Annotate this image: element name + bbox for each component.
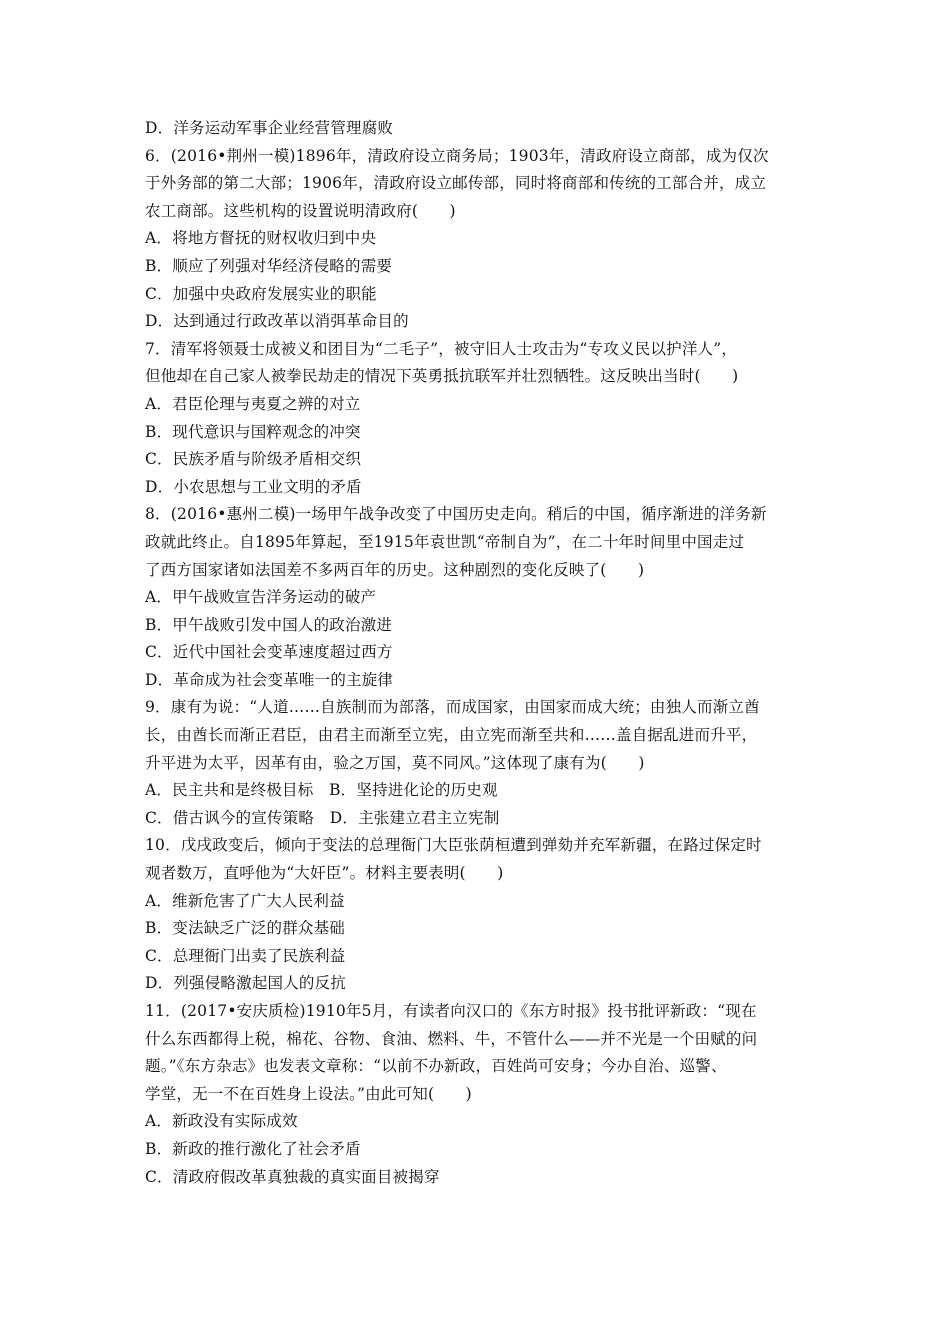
option-a: A．维新危害了广大人民利益 xyxy=(145,891,345,910)
text-line: 长，由酋长而渐正君臣，由君主而渐至立宪，由立宪而渐至共和……盖自据乱进而升平， xyxy=(145,726,758,745)
question-8-line: 8．(2016•惠州二模)一场甲午战争改变了中国历史走向。稍后的中国，循序渐进的洋务新 xyxy=(145,505,767,524)
option-c: C．清政府假改革真独裁的真实面目被揭穿 xyxy=(145,1167,440,1186)
text-line: 政就此终止。自1895年算起，至1915年袁世凯“帝制自为”，在二十年时间里中国走过 xyxy=(145,532,745,551)
option-cd: C．借古讽今的宣传策略 D．主张建立君主立宪制 xyxy=(145,808,500,827)
option-ab: A．民主共和是终极目标 B．坚持进化论的历史观 xyxy=(145,781,498,800)
text-line: 观者数万，直呼他为“大奸臣”。材料主要表明( ) xyxy=(145,864,504,883)
option-c: C．加强中央政府发展实业的职能 xyxy=(145,284,377,303)
option-b: B．新政的推行激化了社会矛盾 xyxy=(145,1139,361,1158)
question-9-line: 9．康有为说：“人道……自族制而为部落，而成国家，由国家而成大统；由独人而渐立酋 xyxy=(145,698,760,717)
text-line: D．洋务运动军事企业经营管理腐败 xyxy=(145,119,394,137)
question-7-line: 7．清军将领聂士成被义和团目为“二毛子”，被守旧人士攻击为“专攻义民以护洋人”， xyxy=(145,339,738,358)
option-a: A．将地方督抚的财权收归到中央 xyxy=(145,229,377,248)
text-line: 于外务部的第二大部；1906年，清政府设立邮传部，同时将商部和传统的工部合并，成立 xyxy=(145,174,767,193)
option-d: D．小农思想与工业文明的矛盾 xyxy=(145,477,362,496)
option-b: B．顺应了列强对华经济侵略的需要 xyxy=(145,256,393,275)
option-c: C．近代中国社会变革速度超过西方 xyxy=(145,643,393,662)
question-6-line: 6．(2016•荆州一模)1896年，清政府设立商务局；1903年，清政府设立商部，成为仅次 xyxy=(145,146,769,165)
text-line: 农工商部。这些机构的设置说明清政府( ) xyxy=(145,201,456,220)
text-line: 但他却在自己家人被拳民劫走的情况下英勇抵抗联军并壮烈牺牲。这反映出当时( ) xyxy=(145,367,739,386)
question-11-line: 11．(2017•安庆质检)1910年5月，有读者向汉口的《东方时报》投书批评新政：“现在 xyxy=(145,1002,757,1020)
option-d: D．革命成为社会变革唯一的主旋律 xyxy=(145,670,394,689)
option-b: B．甲午战败引发中国人的政治激进 xyxy=(145,615,393,634)
option-b: B．变法缺乏广泛的群众基础 xyxy=(145,919,345,938)
option-b: B．现代意识与国粹观念的冲突 xyxy=(145,422,361,441)
option-c: C．民族矛盾与阶级矛盾相交织 xyxy=(145,450,362,469)
option-c: C．总理衙门出卖了民族利益 xyxy=(145,946,346,965)
text-line: 什么东西都得上税，棉花、谷物、食油、燃料、牛，不管什么——并不光是一个田赋的问 xyxy=(145,1029,758,1048)
text-line: 学堂，无一不在百姓身上设法。”由此可知( ) xyxy=(145,1084,472,1103)
question-10-line: 10．戊戌政变后，倾向于变法的总理衙门大臣张荫桓遭到弹劾并充军新疆，在路过保定时 xyxy=(145,836,762,855)
option-a: A．甲午战败宣告洋务运动的破产 xyxy=(145,588,377,607)
document-page xyxy=(145,115,810,1191)
text-line: 升平进为太平，因革有由，验之万国，莫不同风。”这体现了康有为( ) xyxy=(145,753,645,772)
option-a: A．君臣伦理与夷夏之辨的对立 xyxy=(145,394,361,413)
text-line: 题。”《东方杂志》也发表文章称：“以前不办新政，百姓尚可安身；今办自治、巡警、 xyxy=(145,1057,727,1076)
text-line: 了西方国家诸如法国差不多两百年的历史。这种剧烈的变化反映了( ) xyxy=(145,560,645,579)
option-a: A．新政没有实际成效 xyxy=(145,1112,298,1131)
option-d: D．达到通过行政改革以消弭革命目的 xyxy=(145,312,409,331)
option-d: D．列强侵略激起国人的反抗 xyxy=(145,974,347,993)
